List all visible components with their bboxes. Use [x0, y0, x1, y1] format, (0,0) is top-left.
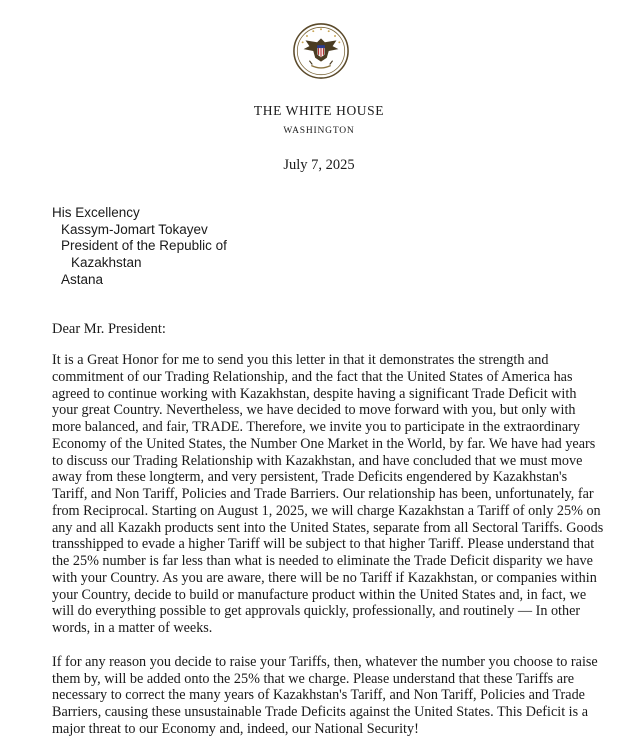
recipient-line: Kazakhstan	[71, 255, 142, 271]
recipient-line: Kassym-Jomart Tokayev	[61, 221, 208, 237]
letterhead-title: THE WHITE HOUSE	[253, 103, 385, 118]
text-line: to discuss our Trading Relationship with Kazakhstan, and have concluded that we must move	[52, 452, 583, 469]
text-line: major threat to our Economy and, indeed, our National Security!	[52, 720, 419, 737]
text-line: them by, will be added onto the 25% that we charge. Please understand that these Tariffs are	[52, 670, 575, 687]
body-paragraph	[52, 654, 620, 738]
text-line: Barriers, causing these unsustainable Trade Deficits against the United States. This Deficit is a	[52, 704, 588, 720]
text-line: any and all Kazakh products sent into the United States, separate from all Sectoral Tariffs. Goods	[52, 519, 604, 536]
text-line: commitment of our Trading Relationship, and the fact that the United States of America has	[52, 368, 573, 385]
presidential-seal-icon	[292, 22, 350, 80]
text-line: agreed to continue working with Kazakhstan, despite having a significant Trade Deficit with	[52, 385, 577, 402]
text-line: It is a Great Honor for me to send you this letter in that it demonstrates the strength and	[52, 352, 549, 368]
text-line: your great Country. Nevertheless, we have decided to move forward with you, but only with	[52, 402, 576, 419]
letter-body	[52, 352, 620, 755]
text-line: will do everything possible to get approvals quickly, professionally, and routinely — In other	[52, 603, 581, 620]
text-line: words, in a matter of weeks.	[52, 620, 213, 636]
body-paragraph	[52, 352, 620, 637]
letterhead-location: WASHINGTON	[283, 126, 355, 136]
text-line: away from these longterm, and very persistent, Trade Deficits engendered by Kazakhstan's	[52, 469, 568, 486]
recipient-line: Astana	[61, 271, 104, 287]
recipient-line: President of the Republic of	[61, 238, 227, 254]
text-line: with your Country. As you are aware, there will be no Tariff if Kazakhstan, or companies within	[52, 569, 597, 586]
text-line: Economy of the United States, the Number One Market in the World, by far. We have had years	[52, 435, 596, 452]
recipient-address	[52, 205, 227, 289]
text-line: from Reciprocal. Starting on August 1, 2025, we will charge Kazakhstan a Tariff of only 25% on	[52, 502, 601, 519]
letter-date: July 7, 2025	[283, 157, 355, 173]
text-line: necessary to correct the many years of Kazakhstan's Tariff, and Non Tariff, Policies and Trade	[52, 687, 585, 704]
text-line: transshipped to evade a higher Tariff will be subject to that higher Tariff. Please understand that	[52, 536, 595, 553]
recipient-line: His Excellency	[52, 205, 140, 220]
text-line: your Country, decide to build or manufacture product within the United States and, in fact, we	[52, 586, 587, 603]
salutation: Dear Mr. President:	[52, 321, 166, 337]
text-line: more balanced, and fair, TRADE. Therefore, we invite you to participate in the extraordinary	[52, 419, 580, 435]
text-line: If for any reason you decide to raise your Tariffs, then, whatever the number you choose to raise	[52, 653, 598, 670]
text-line: Tariff, and Non Tariff, Policies and Trade Barriers. Our relationship has been, unfortunately, far	[52, 486, 594, 502]
text-line: the 25% number is far less than what is needed to eliminate the Trade Deficit disparity we have	[52, 553, 593, 569]
